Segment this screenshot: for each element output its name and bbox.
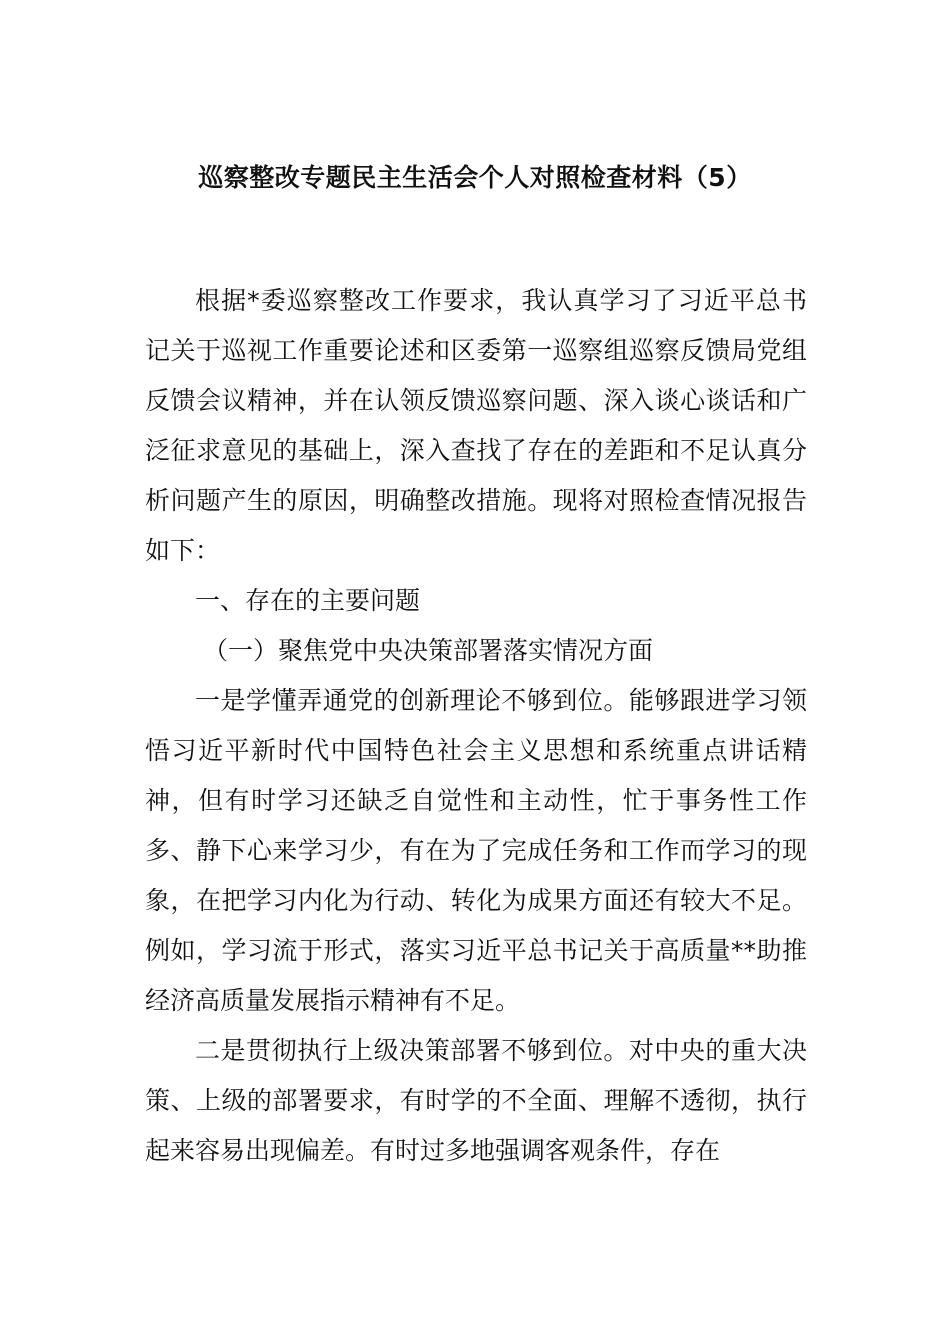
document-title: 巡察整改专题民主生活会个人对照检查材料（5）	[198, 163, 752, 192]
intro-paragraph: 根据*委巡察整改工作要求，我认真学习了习近平总书记关于巡视工作重要论述和区委第一巡察组巡察反馈局党组反馈会议精神，并在认领反馈巡察问题、深入谈心谈话和广泛征求意见的基础上，深入查找了存在的差距和不足认真分析问题产生的原因，明确整改措施。现将对照检查情况报告如下：	[145, 286, 807, 565]
issue-paragraph-2: 二是贯彻执行上级决策部署不够到位。对中央的重大决策、上级的部署要求，有时学的不全面、理解不透彻，执行起来容易出现偏差。有时过多地强调客观条件，存在	[145, 1036, 807, 1165]
subsection-heading: （一）聚焦党中央决策部署落实情况方面	[203, 636, 654, 665]
issue-paragraph-1: 一是学懂弄通党的创新理论不够到位。能够跟进学习领悟习近平新时代中国特色社会主义思想和系统重点讲话精神，但有时学习还缺乏自觉性和主动性，忙于事务性工作多、静下心来学习少，有在为了完成任务和工作而学习的现象，在把学习内化为行动、转化为成果方面还有较大不足。例如，学习流于形式，落实习近平总书记关于高质量**助推经济高质量发展指示精神有不足。	[145, 686, 807, 1015]
document-body	[145, 276, 807, 1176]
section-heading: 一、存在的主要问题	[195, 586, 421, 615]
